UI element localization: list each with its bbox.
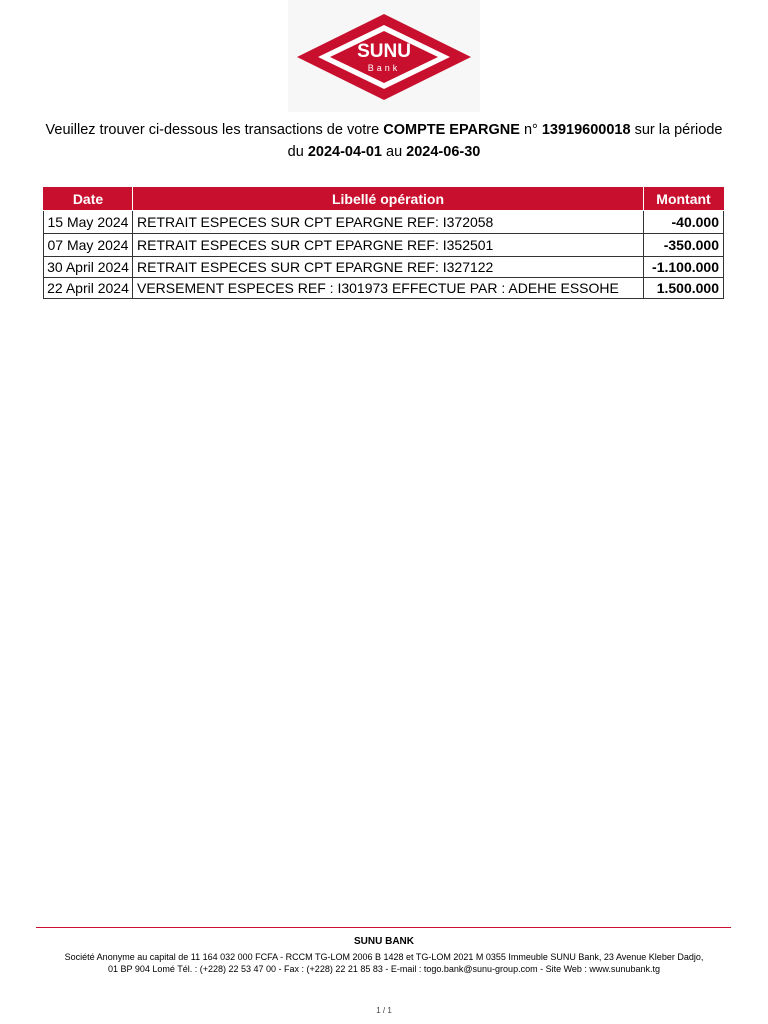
transactions-table [43, 187, 724, 299]
row-date: 15 May 2024 [44, 211, 133, 234]
row-label: VERSEMENT ESPECES REF : I301973 EFFECTUE PAR : ADEHE ESSOHE [133, 278, 644, 299]
row-label: RETRAIT ESPECES SUR CPT EPARGNE REF: I372058 [133, 211, 644, 234]
table-row [44, 234, 724, 257]
row-date: 30 April 2024 [44, 257, 133, 278]
header-date: Date [44, 188, 133, 211]
svg-text:Bank: Bank [367, 63, 401, 73]
row-amount: -1.100.000 [644, 257, 724, 278]
row-amount: 1.500.000 [644, 278, 724, 299]
row-amount: -40.000 [644, 211, 724, 234]
table-row [44, 278, 724, 299]
sunu-bank-logo [288, 0, 480, 112]
account-type: COMPTE EPARGNE [383, 122, 520, 138]
footer [30, 936, 738, 975]
svg-text:SUNU: SUNU [357, 41, 411, 62]
footer-divider [36, 927, 731, 928]
table-row [44, 211, 724, 234]
footer-legal-line-2: 01 BP 904 Lomé Tél. : (+228) 22 53 47 00 - Fax : (+228) 22 21 85 83 - E-mail : togo.bank@sunu-group.com - Site Web : www.sunubank.tg [108, 964, 660, 974]
row-label: RETRAIT ESPECES SUR CPT EPARGNE REF: I352501 [133, 234, 644, 257]
row-date: 07 May 2024 [44, 234, 133, 257]
row-amount: -350.000 [644, 234, 724, 257]
row-label: RETRAIT ESPECES SUR CPT EPARGNE REF: I327122 [133, 257, 644, 278]
period-start: 2024-04-01 [307, 144, 382, 160]
table-row [44, 257, 724, 278]
footer-legal-line-1: Société Anonyme au capital de 11 164 032 000 FCFA - RCCM TG-LOM 2006 B 1428 et TG-LOM 2021 M 0355 Immeuble SUNU Bank, 23 Avenue Kleber Dadjo, [64, 952, 704, 962]
row-date: 22 April 2024 [44, 278, 133, 299]
intro-text: Veuillez trouver ci-dessous les transactions de votre COMPTE EPARGNE n° 13919600018 sur la période du 2024-04-01 au 2024-06-30 [45, 122, 723, 160]
period-end: 2024-06-30 [406, 144, 481, 160]
table-header-row [44, 188, 724, 211]
header-label: Libellé opération [133, 188, 644, 211]
header-amount: Montant [644, 188, 724, 211]
footer-bank-name: SUNU BANK [354, 936, 414, 947]
page-number: 1 / 1 [376, 1006, 392, 1015]
account-number: 13919600018 [541, 122, 631, 138]
